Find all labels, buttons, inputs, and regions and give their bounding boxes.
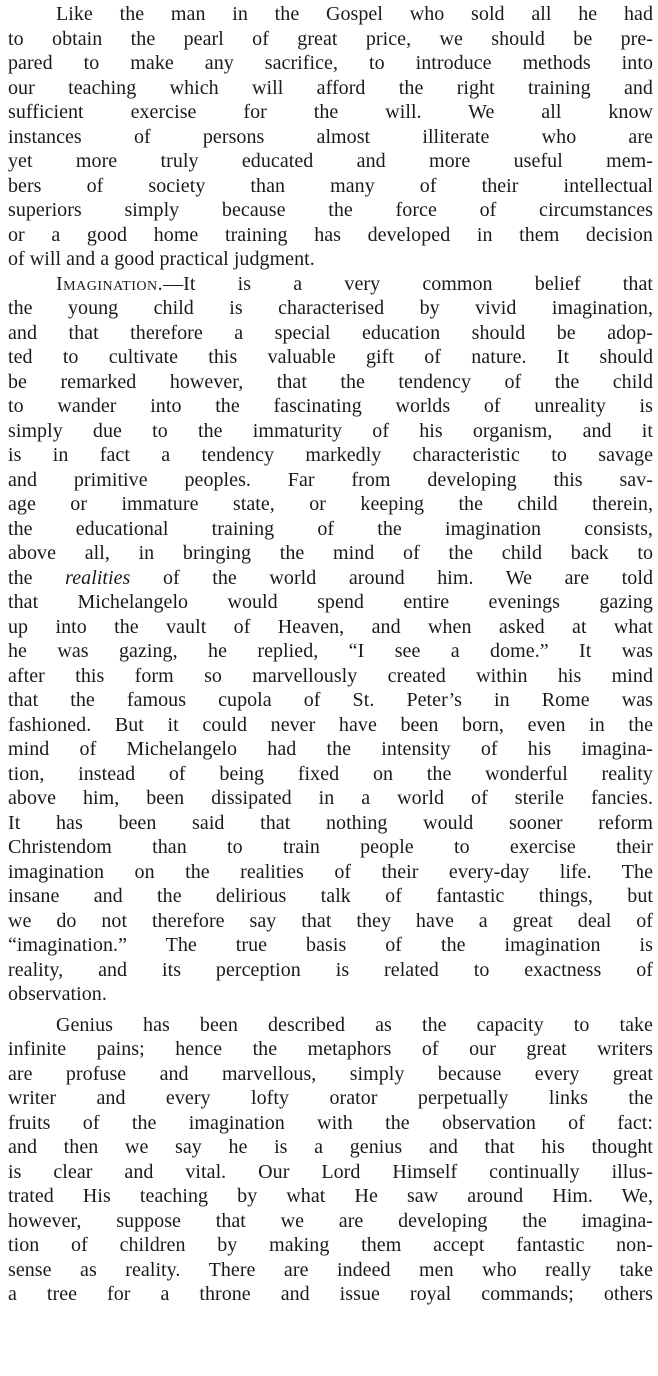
text-line: insane and the delirious talk of fantastic things, but bbox=[8, 885, 653, 907]
text-line: to wander into the fascinating worlds of unreality is bbox=[8, 395, 653, 417]
text-line: reality, and its perception is related to exactness of bbox=[8, 958, 653, 981]
text-line: he was gazing, he replied, “I see a dome.” It was bbox=[8, 640, 653, 662]
text-line: mind of Michelangelo had the intensity of his imagina- bbox=[8, 738, 653, 760]
text-line: the young child is characterised by vivid imagination, bbox=[8, 297, 653, 319]
text-line: fruits of the imagination with the observation of fact: bbox=[8, 1111, 653, 1134]
text-line: superiors simply because the force of circumstances bbox=[8, 199, 653, 221]
text-line: above him, been dissipated in a world of sterile fancies. bbox=[8, 787, 653, 809]
text-line: age or immature state, or keeping the child therein, bbox=[8, 493, 653, 515]
text-line: observation. bbox=[8, 983, 107, 1005]
text-line: to obtain the pearl of great price, we should be pre- bbox=[8, 27, 653, 50]
text-line: “imagination.” The true basis of the imagination is bbox=[8, 934, 653, 956]
text-line: is clear and vital. Our Lord Himself continually illus- bbox=[8, 1160, 653, 1183]
text-line: that Michelangelo would spend entire evenings gazing bbox=[8, 591, 653, 613]
text-line: ted to cultivate this valuable gift of nature. It should bbox=[8, 346, 653, 368]
text-line: simply due to the immaturity of his organism, and it bbox=[8, 419, 653, 442]
section-heading-imagination: Imagination. bbox=[56, 272, 164, 295]
text-line: is in fact a tendency markedly characteristic to savage bbox=[8, 444, 653, 466]
text-line: tion, instead of being fixed on the wonderful reality bbox=[8, 762, 653, 785]
text-line: Like the man in the Gospel who sold all he had bbox=[56, 3, 653, 25]
text-line: bers of society than many of their intellectual bbox=[8, 174, 653, 197]
text-line: a tree for a throne and issue royal commands; others bbox=[8, 1283, 653, 1305]
text-line: Christendom than to train people to exercise their bbox=[8, 836, 653, 858]
text-line: up into the vault of Heaven, and when asked at what bbox=[8, 615, 653, 638]
text-line: fashioned. But it could never have been born, even in the bbox=[8, 713, 653, 736]
paragraph-imagination bbox=[8, 272, 653, 1007]
text-line: and that therefore a special education should be adop- bbox=[8, 321, 653, 344]
paragraph-will-training bbox=[8, 2, 653, 272]
italic-line-post: of the world around him. We are told bbox=[130, 566, 653, 589]
text-line: Genius has been described as the capacity to take bbox=[56, 1013, 653, 1036]
text-line: or a good home training has developed in them decision bbox=[8, 223, 653, 246]
text-line: after this form so marvellously created within his mind bbox=[8, 664, 653, 687]
text-line: we do not therefore say that they have a great deal of bbox=[8, 909, 653, 932]
text-line: yet more truly educated and more useful mem- bbox=[8, 150, 653, 172]
text-line: tion of children by making them accept fantastic non- bbox=[8, 1234, 653, 1256]
italic-word-realities: realities bbox=[65, 566, 131, 589]
text-line: imagination on the realities of their every-day life. The bbox=[8, 860, 653, 883]
text-line: instances of persons almost illiterate who are bbox=[8, 125, 653, 148]
text-line: be remarked however, that the tendency of the child bbox=[8, 370, 653, 393]
text-line: It has been said that nothing would sooner reform bbox=[8, 811, 653, 834]
italic-line-pre: the bbox=[8, 566, 66, 589]
text-line: sense as reality. There are indeed men who really take bbox=[8, 1258, 653, 1281]
text-line: infinite pains; hence the metaphors of our great writers bbox=[8, 1038, 653, 1060]
text-line: our teaching which will afford the right training and bbox=[8, 76, 653, 99]
text-line: sufficient exercise for the will. We all know bbox=[8, 101, 653, 123]
text-line: and then we say he is a genius and that his thought bbox=[8, 1136, 653, 1158]
text-line: pared to make any sacrifice, to introduce methods into bbox=[8, 52, 653, 74]
text-line: the educational training of the imagination consists, bbox=[8, 517, 653, 540]
text-line: and primitive peoples. Far from developing this sav- bbox=[8, 468, 653, 491]
text-line: that the famous cupola of St. Peter’s in Rome was bbox=[8, 689, 653, 711]
text-line: are profuse and marvellous, simply because every great bbox=[8, 1062, 653, 1085]
text-line: however, suppose that we are developing the imagina- bbox=[8, 1209, 653, 1232]
text-line: trated His teaching by what He saw around Him. We, bbox=[8, 1185, 653, 1207]
paragraph-genius bbox=[8, 1013, 653, 1307]
text-line: of will and a good practical judgment. bbox=[8, 248, 315, 270]
text-line bbox=[8, 566, 653, 591]
heading-line-rest: —It is a very common belief that bbox=[163, 272, 653, 295]
text-line bbox=[8, 272, 653, 297]
text-line: above all, in bringing the mind of the child back to bbox=[8, 542, 653, 564]
text-line: writer and every lofty orator perpetually links the bbox=[8, 1087, 653, 1109]
